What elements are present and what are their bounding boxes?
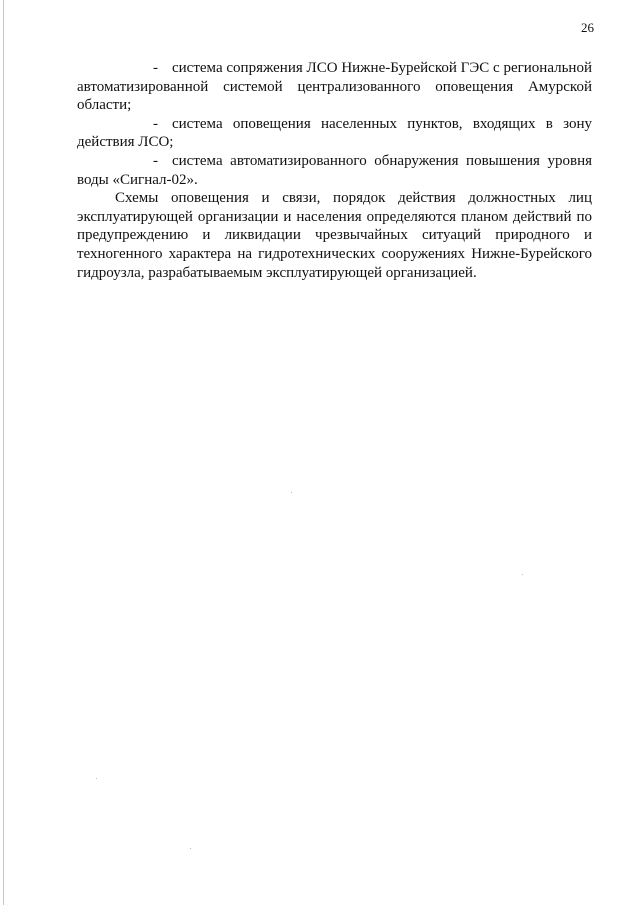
page-number: 26: [581, 20, 594, 35]
list-dash: -: [153, 152, 158, 169]
scan-speck: [190, 848, 191, 849]
list-item-text: система оповещения населенных пунктов, входящих в зону действия ЛСО;: [77, 115, 592, 151]
list-item-text: система автоматизированного обнаружения повышения уровня воды «Сигнал-02».: [77, 152, 592, 188]
scan-speck: [522, 574, 523, 575]
scan-edge-line: [3, 0, 4, 905]
list-dash: -: [153, 115, 158, 132]
paragraph-notification-schemes: [77, 189, 592, 282]
list-item-settlement-alert: [77, 115, 592, 152]
paragraph-text: Схемы оповещения и связи, порядок действия должностных лиц эксплуатирующей организации и населения определяются планом действий по предупреждению и ликвидации чрезвычайных ситуаций природного и техногенного характера на гидротехнических сооружениях Нижне-Бурейского гидроузла, разрабатываемым эксплуатирующей организацией.: [77, 190, 592, 281]
scan-speck: [291, 492, 292, 493]
document-body: [77, 59, 592, 282]
list-item-interface-system: [77, 59, 592, 115]
list-dash: -: [153, 60, 158, 76]
list-item-water-level-detection: [77, 152, 592, 189]
list-item-text: система сопряжения ЛСО Нижне-Бурейской ГЭС с региональной автоматизированной системой централизованного оповещения Амурской области;: [77, 60, 592, 114]
scan-speck: [96, 778, 97, 779]
